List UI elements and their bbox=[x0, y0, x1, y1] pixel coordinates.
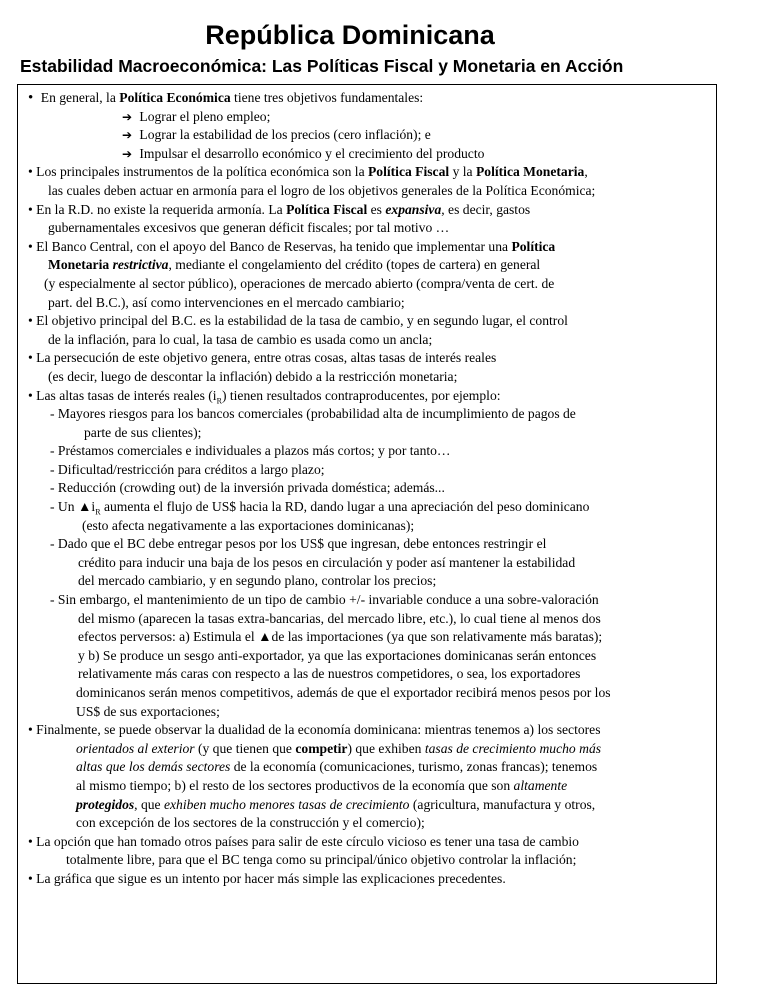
text: (esto afecta negativamente a las exportaciones dominicanas); bbox=[82, 517, 415, 533]
text: ) que exhiben bbox=[347, 740, 425, 756]
text-line bbox=[24, 201, 714, 220]
text-line bbox=[24, 498, 714, 517]
text-line bbox=[24, 89, 714, 108]
text: La gráfica que sigue es un intento por hacer más simple las explicaciones precedentes. bbox=[36, 870, 506, 886]
text-line bbox=[24, 517, 714, 536]
text: - Dificultad/restricción para créditos a largo plazo; bbox=[50, 461, 325, 477]
text: - Reducción (crowding out) de la inversión privada doméstica; además... bbox=[50, 480, 445, 496]
text-line bbox=[24, 572, 714, 591]
text-line bbox=[24, 126, 714, 145]
text: El objetivo principal del B.C. es la estabilidad de la tasa de cambio, y en segundo lugar, el control bbox=[36, 313, 568, 329]
text: Los principales instrumentos de la política económica son la bbox=[36, 164, 368, 180]
text-line bbox=[24, 684, 714, 703]
text-line bbox=[24, 182, 714, 201]
text: las cuales deben actuar en armonía para el logro de los objetivos generales de la Política Económica; bbox=[48, 182, 596, 198]
text: - Préstamos comerciales e individuales a plazos más cortos; y por tanto… bbox=[50, 443, 451, 459]
text: efectos perversos: a) Estimula el bbox=[78, 629, 259, 645]
arrow-right-icon: ➔ bbox=[122, 146, 133, 161]
text: y b) Se produce un sesgo anti-exportador, ya que las exportaciones dominicanas serán entonces bbox=[78, 647, 597, 663]
triangle-up-icon: ▲ bbox=[258, 629, 272, 645]
text-bold: Política Fiscal bbox=[368, 164, 450, 180]
text: La persecución de este objetivo genera, entre otras cosas, altas tasas de interés reales bbox=[36, 350, 497, 366]
text-bold: Política Fiscal bbox=[286, 201, 368, 217]
text-line bbox=[24, 610, 714, 629]
text: part. del B.C.), así como intervenciones en el mercado cambiario; bbox=[48, 294, 405, 310]
text-bold-italic: expansiva bbox=[385, 201, 442, 217]
bullet: • bbox=[28, 201, 33, 217]
text-line bbox=[24, 387, 714, 406]
text-bold: Política Económica bbox=[119, 90, 231, 105]
text-line bbox=[24, 870, 714, 889]
text: (es decir, luego de descontar la inflación) debido a la restricción monetaria; bbox=[48, 368, 458, 384]
text-bold: competir bbox=[295, 740, 348, 756]
text: (y que tienen que bbox=[194, 740, 296, 756]
text-italic: altas que los demás sectores bbox=[76, 759, 231, 775]
text-line bbox=[24, 238, 714, 257]
text: (agricultura, manufactura y otros, bbox=[409, 796, 596, 812]
bullet: • bbox=[28, 870, 33, 886]
text-line bbox=[24, 479, 714, 498]
arrow-right-icon: ➔ bbox=[122, 128, 133, 143]
document-subtitle: Estabilidad Macroeconómica: Las Políticas Fiscal y Monetaria en Acción bbox=[20, 56, 624, 76]
text-line bbox=[24, 405, 714, 424]
bullet: • bbox=[28, 164, 33, 180]
text-bold-italic: restrictiva bbox=[112, 257, 169, 273]
text: Impulsar el desarrollo económico y el crecimiento del producto bbox=[139, 145, 485, 161]
text: del mercado cambiario, y en segundo plano, controlar los precios; bbox=[78, 573, 437, 589]
text-line bbox=[24, 312, 714, 331]
text: de la inflación, para lo cual, la tasa de cambio es usada como un ancla; bbox=[48, 331, 433, 347]
text-line bbox=[24, 721, 714, 740]
text: tiene tres objetivos fundamentales: bbox=[230, 90, 424, 105]
text-line bbox=[24, 163, 714, 182]
text: al mismo tiempo; b) el resto de los sectores productivos de la economía que son bbox=[76, 777, 514, 793]
text-line bbox=[24, 814, 714, 833]
text-line bbox=[24, 275, 714, 294]
triangle-up-icon: ▲ bbox=[77, 499, 92, 515]
text: , es decir, gastos bbox=[441, 201, 531, 217]
bullet: • bbox=[28, 722, 33, 738]
text: Finalmente, se puede observar la dualidad de la economía dominicana: mientras tenemos a) los sectores bbox=[36, 722, 601, 738]
text-bold: Política bbox=[511, 238, 556, 254]
text: - Mayores riesgos para los bancos comerciales (probabilidad alta de incumplimiento de pagos de bbox=[50, 406, 576, 422]
text: y la bbox=[449, 164, 476, 180]
text: En general, la bbox=[40, 90, 120, 105]
text-line bbox=[24, 703, 714, 722]
text-italic: tasas de crecimiento mucho más bbox=[424, 740, 602, 756]
text: relativamente más caras con respecto a las de nuestros competidores, o sea, los exportadores bbox=[78, 666, 581, 682]
text: es bbox=[367, 201, 386, 217]
text: dominicanos serán menos competitivos, además de que el exportador recibirá menos pesos por los bbox=[76, 685, 611, 700]
text-line bbox=[24, 442, 714, 461]
text: (y especialmente al sector público), operaciones de mercado abierto (compra/venta de cert. de bbox=[44, 275, 555, 291]
text: ) tienen resultados contraproducentes, por ejemplo: bbox=[221, 387, 501, 403]
document-title: República Dominicana bbox=[205, 20, 495, 50]
text: , bbox=[584, 164, 588, 180]
text-line bbox=[24, 851, 714, 870]
text-line bbox=[24, 219, 714, 238]
text-line bbox=[24, 647, 714, 666]
text-line bbox=[24, 777, 714, 796]
text-line bbox=[24, 554, 714, 573]
text: aumenta el flujo de US$ hacia la RD, dando lugar a una apreciación del peso dominicano bbox=[100, 499, 590, 515]
text-italic: exhiben mucho menores tasas de crecimiento bbox=[163, 796, 410, 812]
text-line bbox=[24, 424, 714, 443]
text: totalmente libre, para que el BC tenga como su principal/único objetivo controlar la inflación; bbox=[66, 852, 577, 868]
document-body bbox=[24, 89, 714, 889]
text-line bbox=[24, 368, 714, 387]
bullet: • bbox=[28, 238, 33, 254]
text-line bbox=[24, 833, 714, 852]
subscript: R bbox=[216, 396, 222, 406]
text-line bbox=[24, 349, 714, 368]
text: Lograr la estabilidad de los precios (cero inflación); e bbox=[139, 127, 431, 143]
text-line bbox=[24, 758, 714, 777]
text: - Dado que el BC debe entregar pesos por los US$ que ingresan, debe entonces restringir el bbox=[50, 536, 547, 552]
bullet: • bbox=[28, 313, 33, 329]
text: parte de sus clientes); bbox=[84, 424, 202, 440]
text: - Sin embargo, el mantenimiento de un tipo de cambio +/- invariable conduce a una sobre-valoración bbox=[50, 592, 599, 608]
arrow-right-icon: ➔ bbox=[122, 109, 133, 124]
text: gubernamentales excesivos que generan déficit fiscales; por tal motivo … bbox=[48, 220, 450, 236]
text-line bbox=[24, 535, 714, 554]
text-bold: Monetaria bbox=[48, 257, 113, 273]
text-line bbox=[24, 591, 714, 610]
text: con excepción de los sectores de la construcción y el comercio); bbox=[76, 815, 425, 831]
text-line bbox=[24, 294, 714, 313]
text-bold-italic: protegidos bbox=[76, 796, 135, 812]
text-line bbox=[24, 256, 714, 275]
bullet: • bbox=[28, 387, 33, 403]
text: crédito para inducir una baja de los pesos en circulación y poder así mantener la estabilidad bbox=[78, 554, 576, 570]
text: de la economía (comunicaciones, turismo, zonas francas); tenemos bbox=[230, 759, 598, 775]
text-line bbox=[24, 108, 714, 127]
text-line bbox=[24, 796, 714, 815]
text: US$ de sus exportaciones; bbox=[76, 703, 220, 719]
text-line bbox=[24, 145, 714, 164]
text-line bbox=[24, 628, 714, 647]
text-italic: altamente bbox=[513, 777, 568, 793]
bullet: • bbox=[28, 350, 33, 366]
text: Las altas tasas de interés reales (i bbox=[36, 387, 217, 403]
subscript: R bbox=[95, 507, 101, 517]
text: El Banco Central, con el apoyo del Banco de Reservas, ha tenido que implementar una bbox=[36, 238, 512, 254]
text: de las importaciones (ya que son relativamente más baratas); bbox=[271, 629, 603, 645]
text-line bbox=[24, 331, 714, 350]
text: La opción que han tomado otros países para salir de este círculo vicioso es tener una tasa de cambio bbox=[36, 833, 579, 849]
text: i bbox=[91, 499, 96, 515]
text-bold: Política Monetaria bbox=[475, 164, 585, 180]
text-italic: orientados al exterior bbox=[76, 740, 195, 756]
text: , mediante el congelamiento del crédito (topes de cartera) en general bbox=[168, 257, 541, 273]
text-line bbox=[24, 461, 714, 480]
text: - Un bbox=[50, 499, 78, 515]
text: del mismo (aparecen la tasas extra-bancarias, del mercado libre, etc.), lo cual tiene al menos dos bbox=[78, 610, 601, 626]
text-line bbox=[24, 740, 714, 759]
bullet: • bbox=[28, 90, 34, 106]
text: Lograr el pleno empleo; bbox=[139, 108, 271, 124]
text: , que bbox=[134, 796, 164, 812]
text-line bbox=[24, 665, 714, 684]
text: En la R.D. no existe la requerida armonía. La bbox=[36, 201, 287, 217]
bullet: • bbox=[28, 833, 33, 849]
